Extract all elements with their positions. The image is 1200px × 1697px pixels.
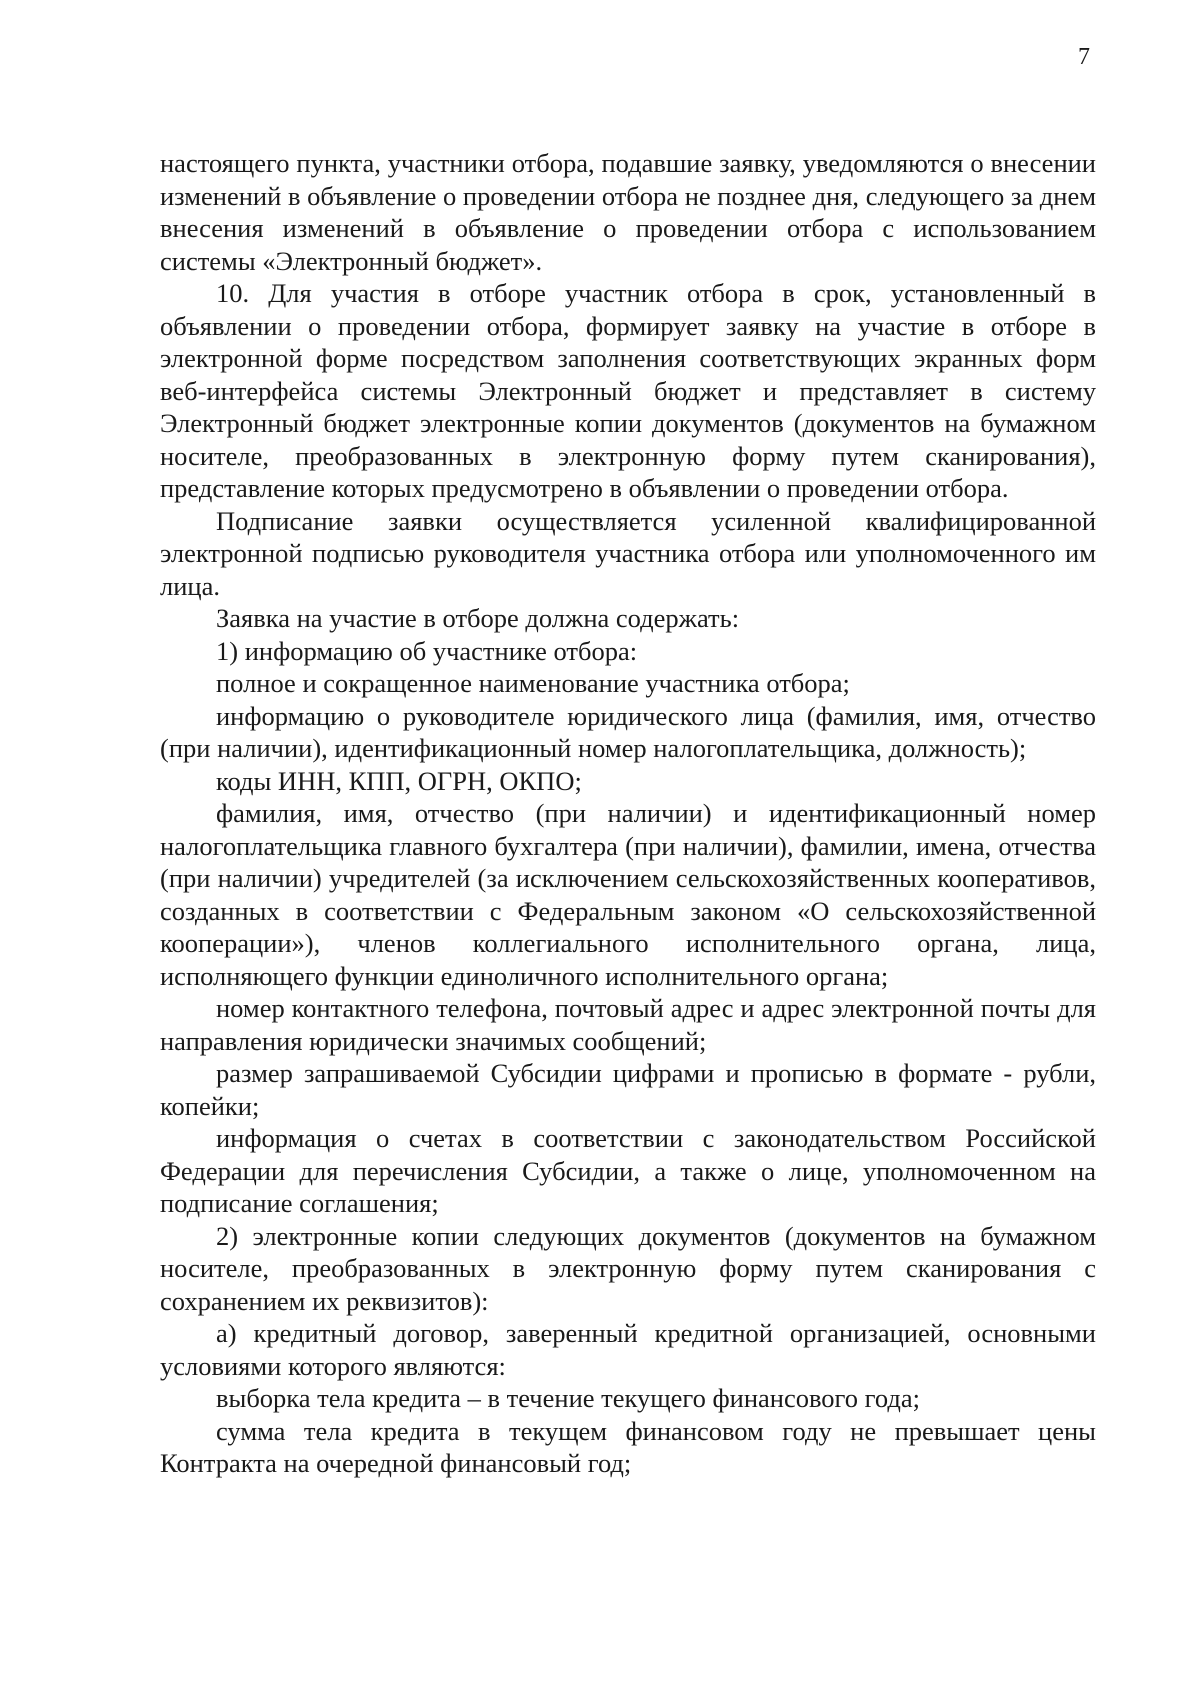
paragraph-item-10: 10. Для участия в отборе участник отбора в срок, установленный в объявлении о проведении отбора, формирует заявку на участие в отборе в электронной форме посредством заполнения соответствующих экранных форм веб-интерфейса системы Электронный бюджет и представляет в систему Электронный бюджет электронные копии документов (документов на бумажном носителе, преобразованных в электронную форму путем сканирования), представление которых предусмотрено в объявлении о проведении отбора. [160, 278, 1096, 503]
list-item-accounts: информация о счетах в соответствии с законодательством Российской Федерации для перечисления Субсидии, а также о лице, уполномоченном на подписание соглашения; [160, 1123, 1096, 1218]
page-number: 7 [1078, 44, 1090, 70]
list-item-electronic-copies: 2) электронные копии следующих документов (документов на бумажном носителе, преобразованных в электронную форму путем сканирования с сохранением их реквизитов): [160, 1220, 1096, 1316]
list-item-full-name: полное и сокращенное наименование участника отбора; [216, 668, 850, 698]
list-item-credit-drawdown: выборка тела кредита – в течение текущего финансового года; [216, 1383, 920, 1413]
list-item-subsidy-amount: размер запрашиваемой Субсидии цифрами и прописью в формате - рубли, копейки; [160, 1058, 1096, 1121]
list-item-credit-sum: сумма тела кредита в текущем финансовом году не превышает цены Контракта на очередной финансовый год; [160, 1415, 1096, 1478]
document-body [160, 147, 1096, 1480]
paragraph-signing: Подписание заявки осуществляется усиленной квалифицированной электронной подписью руководителя участника отбора или уполномоченного им лица. [160, 505, 1096, 601]
list-item-participant-info: 1) информацию об участнике отбора: [216, 635, 638, 666]
list-item-credit-agreement: а) кредитный договор, заверенный кредитной организацией, основными условиями которого являются: [160, 1318, 1096, 1381]
list-item-director-info: информацию о руководителе юридического лица (фамилия, имя, отчество (при наличии), идентификационный номер налогоплательщика, должность); [160, 700, 1096, 763]
list-item-contacts: номер контактного телефона, почтовый адрес и адрес электронной почты для направления юридически значимых сообщений; [160, 993, 1096, 1056]
paragraph-application-contents: Заявка на участие в отборе должна содержать: [216, 603, 740, 633]
paragraph-continuation: настоящего пункта, участники отбора, подавшие заявку, уведомляются о внесении изменений в объявление о проведении отбора не позднее дня, следующего за днем внесения изменений в объявление о проведении отбора с использованием системы «Электронный бюджет». [160, 148, 1096, 276]
list-item-codes: коды ИНН, КПП, ОГРН, ОКПО; [216, 765, 582, 796]
list-item-accountant-founders: фамилия, имя, отчество (при наличии) и идентификационный номер налогоплательщика главного бухгалтера (при наличии), фамилии, имена, отчества (при наличии) учредителей (за исключением сельскохозяйственных кооперативов, созданных в соответствии с Федеральным законом «О сельскохозяйственной кооперации»), членов коллегиального исполнительного органа, лица, исполняющего функции единоличного исполнительного органа; [160, 798, 1096, 991]
